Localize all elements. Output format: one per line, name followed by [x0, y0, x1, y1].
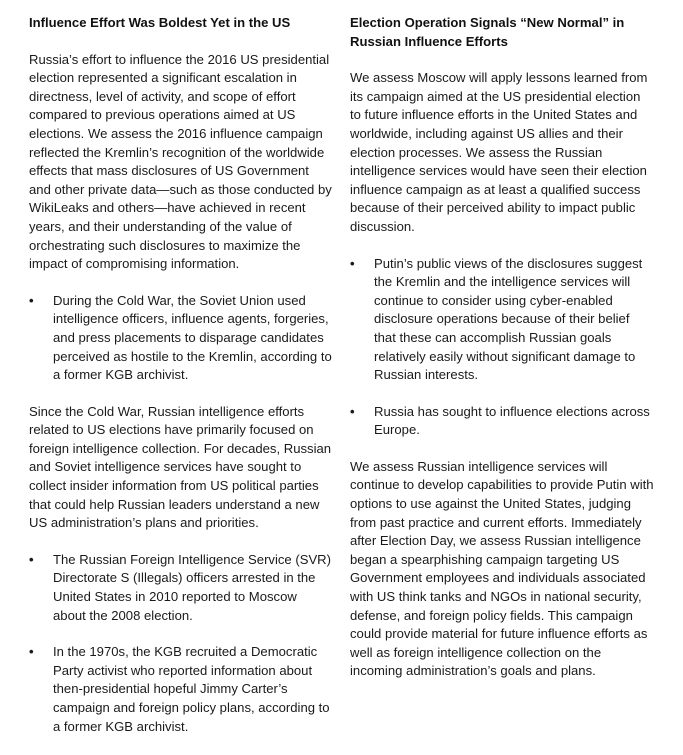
- bullet-text: The Russian Foreign Intelligence Service (SVR) Directorate S (Illegals) officers arrested in the United States in 2010 reported to Moscow about the 2008 election.: [53, 551, 331, 623]
- right-column: [350, 14, 654, 699]
- section-heading: Election Operation Signals “New Normal” in Russian Influence Efforts: [350, 15, 625, 49]
- bullet-icon: •: [29, 292, 34, 308]
- bullet-text: During the Cold War, the Soviet Union used intelligence officers, influence agents, forgeries, and press placements to disparage candidates perceived as hostile to the Kremlin, according to a former KGB archivist.: [53, 292, 332, 383]
- bullet-item: [350, 403, 654, 440]
- bullet-item: [29, 643, 333, 736]
- bullet-item: [29, 292, 333, 385]
- bullet-icon: •: [29, 551, 34, 567]
- paragraph: Russia’s effort to influence the 2016 US presidential election represented a significant escalation in directness, level of activity, and scope of effort compared to previous operations aimed at US elections. We assess the 2016 influence campaign reflected the Kremlin’s recognition of the worldwide effects that mass disclosures of US Government and other private data—such as those conducted by WikiLeaks and others—have achieved in recent years, and their understanding of the value of orchestrating such disclosures to maximize the impact of compromising information.: [29, 51, 332, 272]
- bullet-text: Russia has sought to influence elections across Europe.: [374, 403, 650, 438]
- bullet-icon: •: [350, 255, 355, 271]
- paragraph: We assess Moscow will apply lessons learned from its campaign aimed at the US presidential election to future influence efforts in the United States and worldwide, including against US allies and their election processes. We assess the Russian intelligence services would have seen their election influence campaign as at least a qualified success because of their perceived ability to impact public discussion.: [350, 70, 648, 234]
- bullet-text: In the 1970s, the KGB recruited a Democratic Party activist who reported information about then-presidential hopeful Jimmy Carter’s campaign and foreign policy plans, according to a former KGB archivist.: [53, 644, 330, 734]
- bullet-icon: •: [29, 644, 34, 660]
- bullet-list: [29, 292, 333, 385]
- bullet-icon: •: [350, 403, 355, 419]
- bullet-list: [350, 255, 654, 440]
- paragraph: Since the Cold War, Russian intelligence efforts related to US elections have primarily focused on foreign intelligence collection. For decades, Russian and Soviet intelligence services have sought to collect insider information from US political parties that could help Russian leaders understand a new US administration’s plans and priorities.: [29, 403, 332, 531]
- bullet-list: [29, 551, 333, 736]
- bullet-item: [350, 255, 654, 385]
- bullet-item: [29, 551, 333, 625]
- paragraph: We assess Russian intelligence services will continue to develop capabilities to provide Putin with options to use against the United States, judging from past practice and current efforts. Immediately after Election Day, we assess Russian intelligence began a spearphishing campaign targeting US Government employees and individuals associated with US think tanks and NGOs in national security, defense, and foreign policy fields. This campaign could provide material for future influence efforts as well as foreign intelligence collection on the incoming administration’s goals and plans.: [350, 458, 654, 679]
- left-column: [29, 14, 333, 754]
- section-heading: Influence Effort Was Boldest Yet in the US: [29, 15, 291, 30]
- bullet-text: Putin’s public views of the disclosures suggest the Kremlin and the intelligence services will continue to consider using cyber-enabled disclosure operations because of their belief that these can accomplish Russian goals relatively easily without significant damage to Russian interests.: [374, 255, 643, 383]
